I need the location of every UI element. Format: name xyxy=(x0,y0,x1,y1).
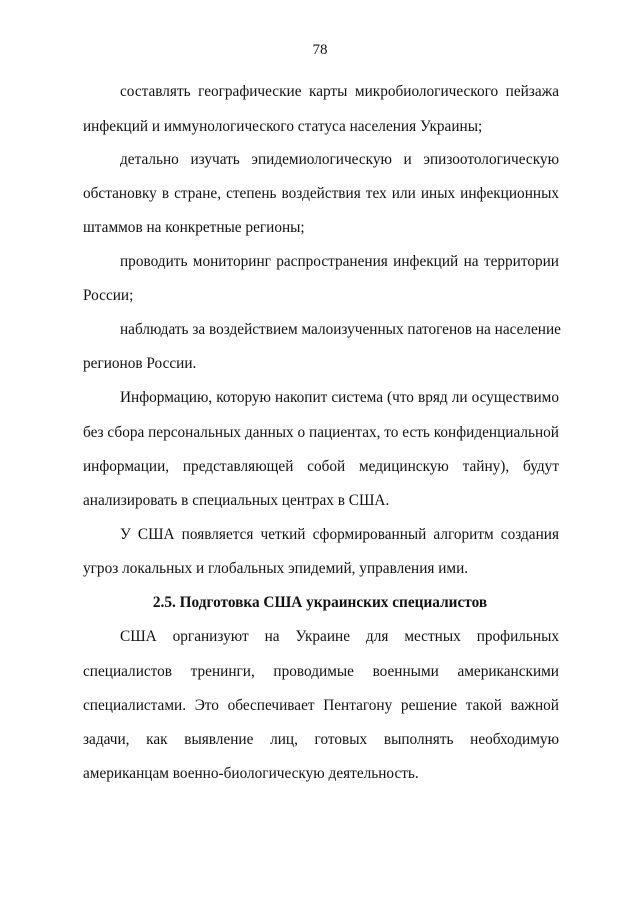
text-line: детально изучать эпидемиологическую и эпизоотологическую xyxy=(120,151,559,168)
section-heading: 2.5. Подготовка США украинских специалистов xyxy=(152,594,488,611)
text-line: американцам военно-биологическую деятельность. xyxy=(83,765,419,782)
text-line: У США появляется четкий сформированный алгоритм создания xyxy=(120,526,559,543)
text-line: Информацию, которую накопит система (что вряд ли осуществимо xyxy=(120,389,559,406)
text-line: специалистов тренинги, проводимые военными американскими xyxy=(83,663,559,680)
page-number: 78 xyxy=(312,42,328,58)
text-line: специалистами. Это обеспечивает Пентагону решение такой важной xyxy=(83,697,559,714)
text-line: наблюдать за воздействием малоизученных патогенов на население xyxy=(120,321,561,338)
text-line: России; xyxy=(83,287,134,304)
text-line: информации, представляющей собой медицинскую тайну), будут xyxy=(83,458,559,475)
text-line: составлять географические карты микробиологического пейзажа xyxy=(120,83,559,100)
text-line: анализировать в специальных центрах в США. xyxy=(83,492,390,509)
text-line: регионов России. xyxy=(83,355,197,372)
text-line: без сбора персональных данных о пациентах, то есть конфиденциальной xyxy=(83,424,559,441)
text-line: задачи, как выявление лиц, готовых выполнять необходимую xyxy=(83,731,559,748)
text-line: США организуют на Украине для местных профильных xyxy=(120,628,559,645)
text-line: проводить мониторинг распространения инфекций на территории xyxy=(120,253,559,270)
text-line: штаммов на конкретные регионы; xyxy=(83,219,305,236)
text-line: обстановку в стране, степень воздействия тех или иных инфекционных xyxy=(83,185,559,202)
text-line: инфекций и иммунологического статуса населения Украины; xyxy=(83,118,483,135)
text-line: угроз локальных и глобальных эпидемий, управления ими. xyxy=(83,560,469,577)
